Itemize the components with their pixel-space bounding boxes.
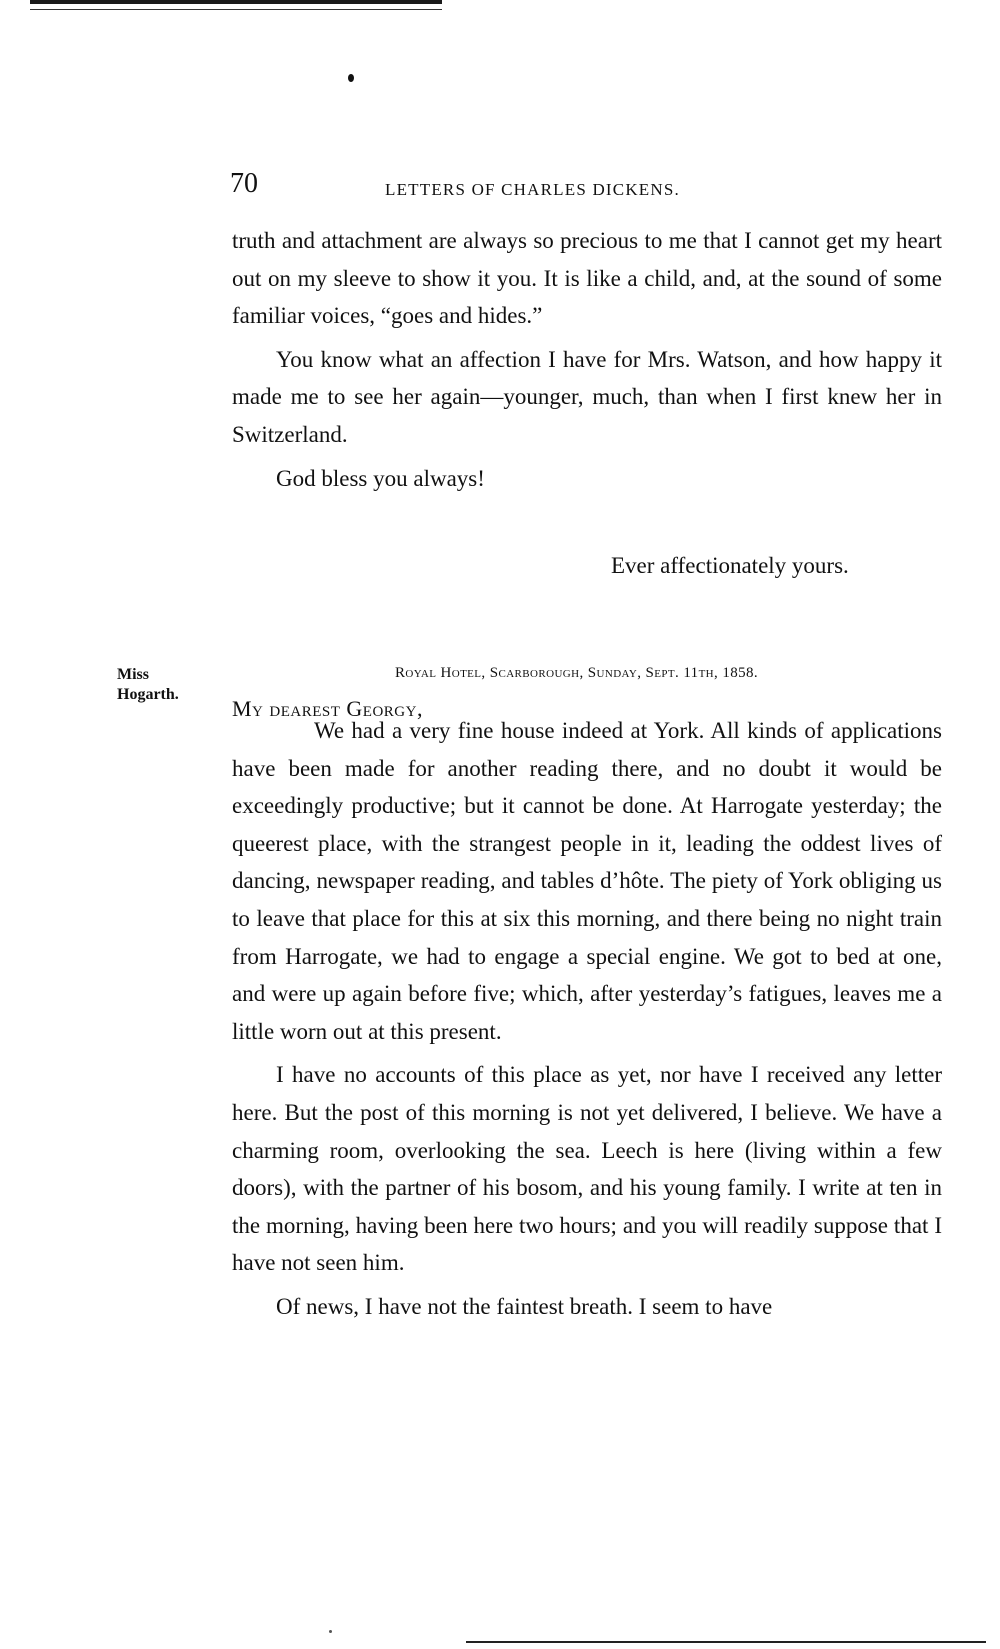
ink-dot: [348, 74, 354, 82]
letter-salutation: My dearest Georgy,: [232, 696, 423, 721]
page-number: 70: [230, 168, 258, 199]
paragraph: truth and attachment are always so precious to me that I cannot get my heart out on my sleeve to show it you. It is like a child, and, at the sound of some familiar voices, “goes and hides.”: [232, 228, 942, 329]
letter-dateline: Royal Hotel, Scarborough, Sunday, Sept. 11th, 1858.: [395, 665, 759, 681]
previous-letter-body: [232, 222, 942, 497]
letter-closing: Ever affectionately yours.: [611, 553, 849, 578]
paragraph: You know what an affection I have for Mrs. Watson, and how happy it made me to see her again—younger, much, than when I first knew her in Switzerland.: [232, 346, 942, 447]
paragraph: I have no accounts of this place as yet, nor have I received any letter here. But the post of this morning is not yet delivered, I believe. We have a charming room, overlooking the sea. Leech is here (living within a few doors), with the partner of his bosom, and his young family. I write at ten in the morning, having been here two hours; and you will readily suppose that I have not seen him.: [232, 1062, 942, 1276]
margin-note-line: Hogarth.: [117, 686, 179, 703]
top-border-rule: [30, 0, 442, 4]
margin-note-line: Miss: [117, 666, 149, 683]
paragraph: Of news, I have not the faintest breath. I seem to have: [276, 1293, 773, 1319]
bottom-border-rule: [466, 1641, 986, 1643]
ink-speck: [329, 1630, 332, 1633]
top-border-rule-thin: [30, 9, 442, 10]
letter-body: [232, 712, 942, 1326]
margin-note: [117, 665, 179, 705]
paragraph: God bless you always!: [276, 465, 485, 491]
paragraph: We had a very fine house indeed at York. All kinds of applications have been made for another reading there, and no doubt it would be exceedingly productive; but it cannot be done. At Harrogate yesterday; the queerest place, with the strangest people in it, leading the oddest lives of dancing, newspaper reading, and tables d’hôte. The piety of York obliging us to leave that place for this at six this morning, and there being no night train from Harrogate, we had to engage a special engine. We got to bed at one, and were up again before five; which, after yesterday’s fatigues, leaves me a little worn out at this present.: [232, 718, 942, 1044]
running-head: LETTERS OF CHARLES DICKENS.: [385, 180, 680, 199]
